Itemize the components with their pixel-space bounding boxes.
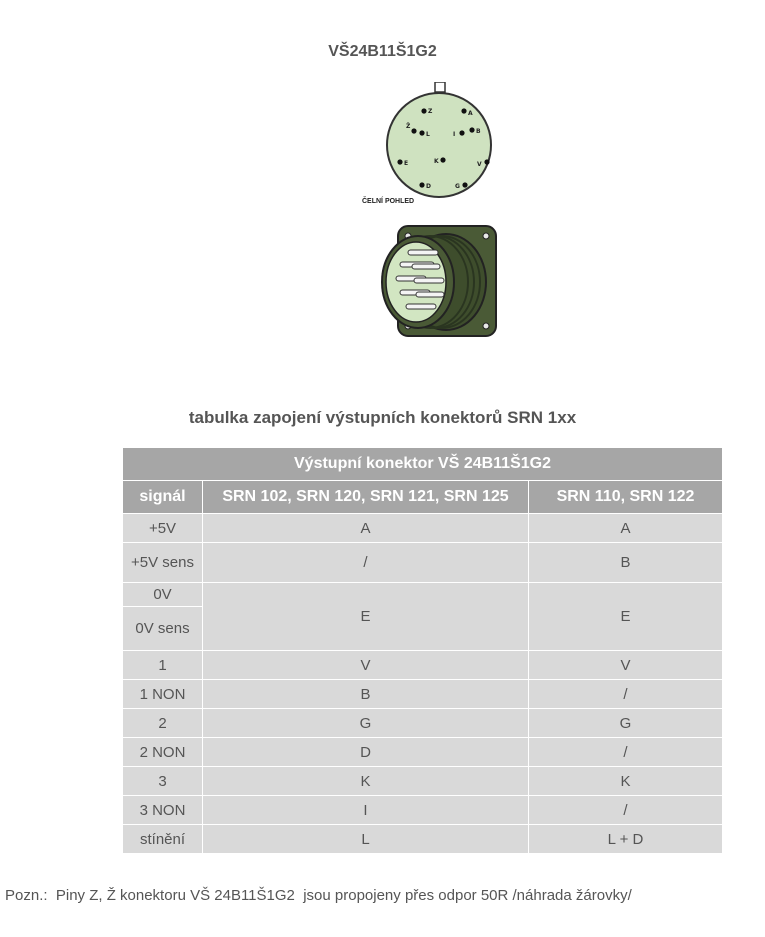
- pin-assignment-table: [122, 447, 723, 854]
- pin-label: E: [404, 160, 409, 167]
- footnote: Pozn.: Piny Z, Ž konektoru VŠ 24B11Š1G2 jsou propojeny přes odpor 50R /náhrada žárovky/: [5, 887, 632, 904]
- pin-cell: D: [203, 738, 529, 767]
- pin-cell: V: [529, 651, 723, 680]
- pin-cell: K: [529, 767, 723, 796]
- pin-cell: G: [203, 709, 529, 738]
- pin-cell: A: [203, 514, 529, 543]
- pin-label: L: [426, 131, 430, 138]
- table-row: [123, 709, 723, 738]
- pin-cell: K: [203, 767, 529, 796]
- pin-cell: I: [203, 796, 529, 825]
- pin-label: Z: [428, 108, 433, 115]
- pin-cell: B: [203, 680, 529, 709]
- pin-dot: [397, 159, 402, 164]
- table-title: tabulka zapojení výstupních konektorů SRN 1xx: [188, 408, 577, 427]
- column-header-signal: signál: [123, 481, 203, 514]
- pin-label: Ž: [406, 123, 411, 130]
- pin-label: G: [455, 183, 460, 190]
- table-row: [123, 680, 723, 709]
- signal-cell: stínění: [123, 825, 203, 854]
- pin-cell: V: [203, 651, 529, 680]
- pin-cell: L + D: [529, 825, 723, 854]
- table-row: [123, 583, 723, 607]
- pin-label: V: [477, 161, 482, 168]
- pin-dot: [469, 127, 474, 132]
- pin-label: D: [426, 183, 431, 190]
- screw-hole: [483, 323, 489, 329]
- pin-dot: [419, 130, 424, 135]
- pin-cell: L: [203, 825, 529, 854]
- table-row: [123, 796, 723, 825]
- signal-cell: 0V: [123, 583, 203, 607]
- signal-cell: +5V: [123, 514, 203, 543]
- pin-dot: [459, 130, 464, 135]
- table-row: [123, 738, 723, 767]
- table-row: [123, 543, 723, 583]
- pin-cell: E: [203, 583, 529, 651]
- pin-dot: [484, 159, 489, 164]
- connector-front-view: [360, 82, 510, 200]
- signal-cell: 1: [123, 651, 203, 680]
- pin-dot: [440, 157, 445, 162]
- signal-cell: 2 NON: [123, 738, 203, 767]
- key-tab: [435, 82, 445, 92]
- pin-cell: E: [529, 583, 723, 651]
- pin-dot: [419, 182, 424, 187]
- table-header: Výstupní konektor VŠ 24B11Š1G2: [123, 448, 723, 481]
- signal-cell: 1 NON: [123, 680, 203, 709]
- signal-cell: 0V sens: [123, 607, 203, 651]
- pin-cell: G: [529, 709, 723, 738]
- pin-cell: A: [529, 514, 723, 543]
- pin-label: B: [476, 128, 481, 135]
- table-row: [123, 651, 723, 680]
- pin-dot: [461, 108, 466, 113]
- pin-cell: /: [529, 680, 723, 709]
- table-row: [123, 514, 723, 543]
- connector-3d-view: [374, 222, 500, 342]
- pin-dot: [421, 108, 426, 113]
- signal-cell: 2: [123, 709, 203, 738]
- screw-hole: [483, 233, 489, 239]
- column-header-srn-110-group: SRN 110, SRN 122: [529, 481, 723, 514]
- table-row: [123, 825, 723, 854]
- pin-dot: [411, 128, 416, 133]
- pin-label: K: [434, 158, 439, 165]
- pin-cell: /: [203, 543, 529, 583]
- pin-dot: [462, 182, 467, 187]
- signal-cell: 3 NON: [123, 796, 203, 825]
- pin-label: I: [453, 131, 456, 138]
- front-view-caption: ČELNÍ POHLED: [362, 198, 415, 205]
- pin-cell: /: [529, 796, 723, 825]
- connector-face: [387, 93, 491, 197]
- table-row: [123, 767, 723, 796]
- signal-cell: 3: [123, 767, 203, 796]
- column-header-srn-102-group: SRN 102, SRN 120, SRN 121, SRN 125: [203, 481, 529, 514]
- signal-cell: +5V sens: [123, 543, 203, 583]
- pin-cell: B: [529, 543, 723, 583]
- connector-title: VŠ24B11Š1G2: [328, 43, 437, 60]
- pin-label: A: [468, 110, 473, 117]
- pin-cell: /: [529, 738, 723, 767]
